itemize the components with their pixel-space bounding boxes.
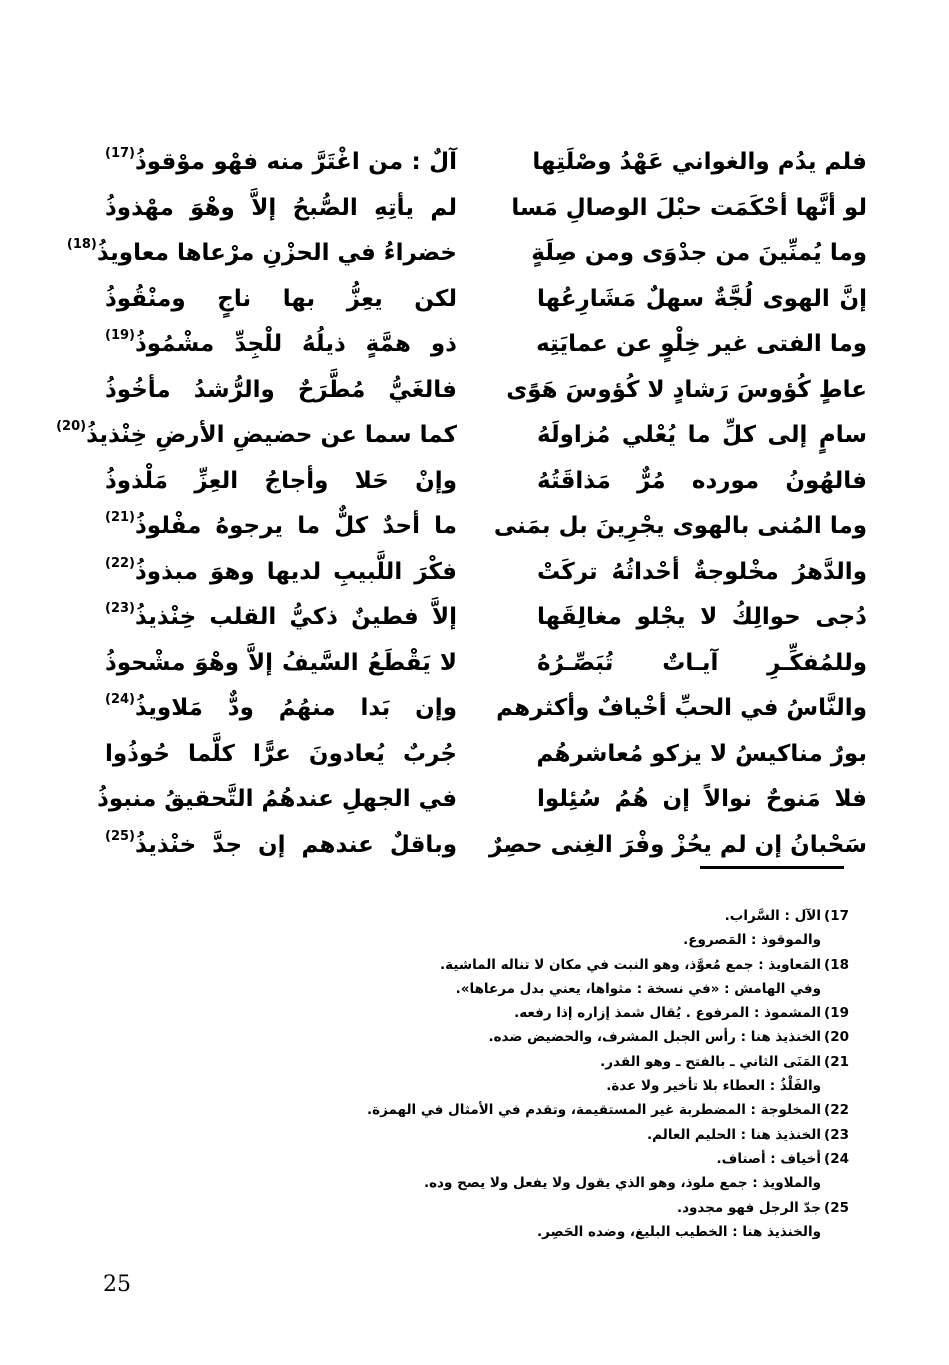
verse-text: آلٌ : من اغْتَرَّ منه فهْو موْقوذُ [135, 149, 457, 175]
page-number: 25 [103, 1272, 131, 1297]
verse-line: فالهُونُ مورده مُرٌّ مَذاقَتُهُ [537, 467, 867, 494]
verse-line: وما الفتى غير خِلْوٍ عن عمايَتِه [536, 331, 867, 357]
verse-line: إنَّ الهوى لُجَّةٌ سهلٌ مَشَارِعُها [537, 285, 867, 312]
footnote [329, 1050, 849, 1074]
footnote [329, 1171, 849, 1195]
verse-line: وما يُمنِّينَ من جدْوَى ومن صِلَةٍ [531, 240, 867, 266]
verse-text: لم يأتِهِ الصُّبحُ إلاَّ وهْوَ مهْذوذُ [105, 194, 457, 221]
verse-line: بورٌ مناكيسُ لا يزكو مُعاشرهُم [536, 740, 867, 767]
verse-line: سامٍ إلى كلِّ ما يُعْلي مُزاولَهُ [537, 422, 867, 448]
footnote [329, 1123, 849, 1147]
verse-text: لكن يعِزُّ بها ناجٍ ومنْقُوذُ [105, 285, 457, 312]
footnote-number: 20) [824, 1029, 849, 1046]
verse-line: فلا مَنوحٌ نوالاً إن هُمُ سُئِلوا [537, 786, 867, 812]
footnote-text: والخنذيذ هنا : الخطيب البليغ، وضده الحَصِر. [537, 1223, 821, 1240]
verse-text: فالغَيُّ مُطَّرَحٌ والرُّشدُ مأخُوذُ [105, 376, 457, 403]
poem-right-column [489, 140, 867, 868]
verse-text: وإن بَدا منهُمُ ودٌّ مَلاويذُ [135, 695, 457, 721]
footnote-text: جدّ الرجل فهو مجدود. [676, 1199, 821, 1216]
verse-line: والنَّاسُ في الحبِّ أخْيافٌ وأكثرهم [496, 695, 867, 721]
footnote [329, 977, 849, 1001]
footnote-number: 24) [824, 1150, 849, 1167]
verse-line [105, 140, 457, 186]
footnote [329, 928, 849, 952]
verse-line: عاطٍ كُؤوسَ رَشادٍ لا كُؤوسَ هَوًى [506, 376, 867, 403]
footnote [329, 1147, 849, 1171]
verse-text: خضراءُ في الحزْنِ مرْعاها معاويذُ [96, 240, 457, 266]
verse-line [105, 686, 457, 732]
footnote-ref: (21) [105, 510, 135, 525]
verse-line [105, 504, 457, 550]
footnote-text: المَعاويذ : جمع مُعوَّذ، وهو النبت في مكان لا تناله الماشية. [440, 956, 821, 973]
poem-left-column [56, 140, 457, 868]
verse-text: إلاَّ فطينٌ ذكيُّ القلب خِنْذيذُ [135, 604, 457, 630]
footnotes [329, 904, 849, 1244]
verse-line [105, 550, 457, 596]
verse-line: والدَّهرُ مخْلوجةٌ أحْداثُهُ تركَتْ [537, 558, 867, 585]
verse-line: لو أنَّها أحْكَمَت حبْلَ الوصالِ مَسا [511, 194, 867, 221]
verse-line: وما المُنى بالهوى يجْرِينَ بل بمَنى [493, 513, 867, 539]
footnote [329, 1074, 849, 1098]
footnote-ref: (22) [105, 555, 135, 571]
footnote-text: الخنذيذ هنا : رأس الجبل المشرف، والحضيض ضده. [488, 1029, 821, 1046]
verse-text: فكْرَ اللَّبيبِ لديها وهوَ مبذوذُ [135, 558, 457, 585]
footnote-ref: (20) [56, 419, 87, 434]
footnote-text: والموقوذ : المَصروع. [683, 932, 821, 949]
verse-text: ذو همَّةٍ ذيلُهُ للْجِدِّ مشْمُوذُ [135, 331, 457, 357]
footnote-number: 22) [824, 1102, 849, 1119]
footnote-number: 19) [824, 1005, 849, 1022]
footnote-number: 25) [824, 1199, 849, 1216]
footnote-text: الخنذيذ هنا : الحليم العالم. [647, 1126, 821, 1143]
verse-line: سَحْبانُ إن لم يحُزْ وفْرَ الغِنى حصِرٌ [489, 831, 867, 858]
footnote-ref: (17) [105, 146, 135, 161]
verse-text: لا يَقْطَعُ السَّيفُ إلاَّ وهْوَ مشْحوذُ [105, 649, 457, 676]
verse-text: ما أحدٌ كلٌّ ما يرجوهُ مفْلوذُ [135, 513, 457, 539]
verse-line [105, 368, 457, 414]
verse-line [105, 641, 457, 687]
verse-text: جُربٌ يُعادونَ عرًّا كلَّما حُوذُوا [105, 740, 457, 767]
verse-line [105, 823, 457, 869]
footnote-ref: (24) [105, 692, 135, 707]
footnote-ref: (18) [66, 237, 97, 252]
verse-line [105, 186, 457, 232]
footnote [329, 953, 849, 977]
verse-line: فلم يدُم والغواني عَهْدُ وصْلَتِها [532, 149, 867, 175]
verse-line [105, 322, 457, 368]
verse-line [56, 413, 457, 459]
footnote [329, 904, 849, 928]
footnote [329, 1220, 849, 1244]
footnote [329, 1098, 849, 1122]
footnote-divider [700, 866, 844, 869]
verse-line [105, 732, 457, 778]
footnote [329, 1001, 849, 1025]
verse-text: كما سما عن حضيضِ الأرضِ خِنْذيذُ [86, 422, 457, 448]
footnote-text: المشموذ : المرفوع . يُقال شمذ إزاره إذا رفعه. [514, 1005, 821, 1022]
footnote-number: 18) [824, 956, 849, 973]
verse-line: وللمُفكِّـرِ آيـاتٌ تُبَصِّـرُهُ [537, 649, 867, 676]
footnote-text: أخياف : أصناف. [716, 1150, 821, 1167]
verse-text: في الجهلِ عندهُمُ التَّحقيقُ منبوذُ [97, 786, 457, 812]
verse-line [97, 777, 457, 823]
footnote-text: المخلوجة : المضطربة غير المستقيمة، وتقدم في الأمثال في الهمزة. [367, 1102, 821, 1119]
footnote [329, 1025, 849, 1049]
footnote-text: والفَلْذُ : العطاء بلا تأخير ولا عدة. [606, 1078, 821, 1095]
footnote-number: 23) [824, 1126, 849, 1143]
footnote-text: المَنَى الثاني ـ بالفتح ـ وهو القدر. [600, 1053, 821, 1070]
footnote-text: الآل : السَّراب. [724, 908, 821, 924]
verse-text: وإنْ حَلا وأجاجُ العِزِّ مَلْذوذُ [105, 467, 457, 494]
footnote-text: والملاويذ : جمع ملوذ، وهو الذي يقول ولا يفعل ولا يصح وده. [423, 1175, 821, 1192]
verse-line [105, 595, 457, 641]
verse-line [66, 231, 457, 277]
footnote-ref: (25) [105, 828, 135, 844]
footnote [329, 1196, 849, 1220]
verse-text: وباقلٌ عندهم إن جدَّ خنْذيذُ [135, 831, 457, 858]
verse-line [105, 459, 457, 505]
footnote-ref: (19) [105, 328, 135, 343]
footnote-ref: (23) [105, 601, 135, 616]
footnote-text: وفي الهامش : «في نسخة : مثواها، يعني بدل مرعاها». [455, 980, 821, 997]
footnote-number: 21) [824, 1053, 849, 1070]
verse-line [105, 277, 457, 323]
verse-line: دُجى حوالِكُ لا يجْلو مغالِقَها [537, 604, 867, 630]
footnote-number: 17) [824, 908, 849, 924]
